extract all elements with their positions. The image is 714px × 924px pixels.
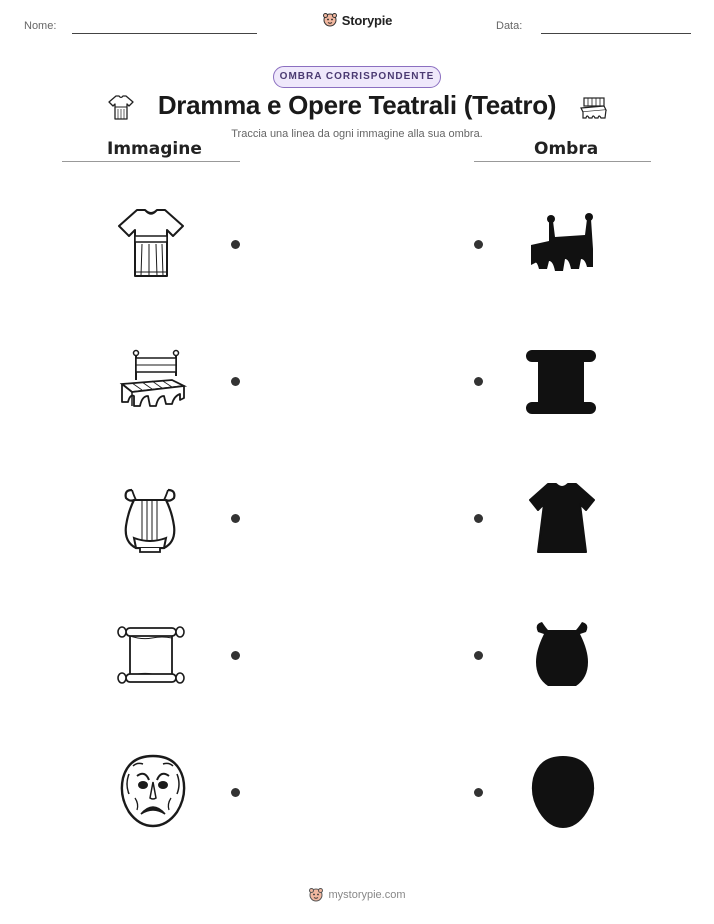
column-header-shadow: Ombra: [534, 139, 599, 159]
bench-title-icon: [578, 92, 608, 122]
match-dot-left-4[interactable]: [231, 651, 240, 660]
footer: [0, 887, 714, 908]
storypie-mascot-footer-icon: [308, 887, 324, 903]
activity-badge: OMBRA CORRISPONDENTE: [273, 66, 441, 88]
tunic-silhouette-icon: [524, 480, 600, 556]
match-dot-right-3[interactable]: [474, 514, 483, 523]
bench-icon: [114, 346, 190, 422]
instructions: Traccia una linea da ogni immagine alla sua ombra.: [231, 128, 483, 140]
match-dot-right-2[interactable]: [474, 377, 483, 386]
match-dot-right-1[interactable]: [474, 240, 483, 249]
brand-logo: [0, 12, 714, 33]
match-dot-right-4[interactable]: [474, 651, 483, 660]
column-header-image: Immagine: [107, 139, 202, 159]
footer-url[interactable]: mystorypie.com: [328, 889, 406, 901]
name-label: Nome:: [24, 20, 57, 32]
storypie-mascot-icon: [322, 12, 338, 28]
tunic-icon: [113, 206, 189, 282]
mask-silhouette-icon: [525, 752, 601, 828]
name-line[interactable]: [72, 33, 257, 34]
page-title: Dramma e Opere Teatrali (Teatro): [157, 90, 557, 120]
column-underline-left: [62, 161, 240, 162]
match-dot-right-5[interactable]: [474, 788, 483, 797]
match-dot-left-3[interactable]: [231, 514, 240, 523]
tragedy-mask-icon: [115, 752, 191, 828]
scroll-silhouette-icon: [522, 344, 598, 420]
column-underline-right: [474, 161, 651, 162]
match-dot-left-2[interactable]: [231, 377, 240, 386]
date-label: Data:: [496, 20, 523, 32]
lyre-silhouette-icon: [524, 616, 600, 692]
date-line[interactable]: [541, 33, 691, 34]
bench-silhouette-icon: [525, 207, 601, 283]
brand-name: Storypie: [341, 12, 393, 28]
match-dot-left-1[interactable]: [231, 240, 240, 249]
match-dot-left-5[interactable]: [231, 788, 240, 797]
scroll-icon: [112, 618, 188, 694]
lyre-icon: [112, 482, 188, 558]
